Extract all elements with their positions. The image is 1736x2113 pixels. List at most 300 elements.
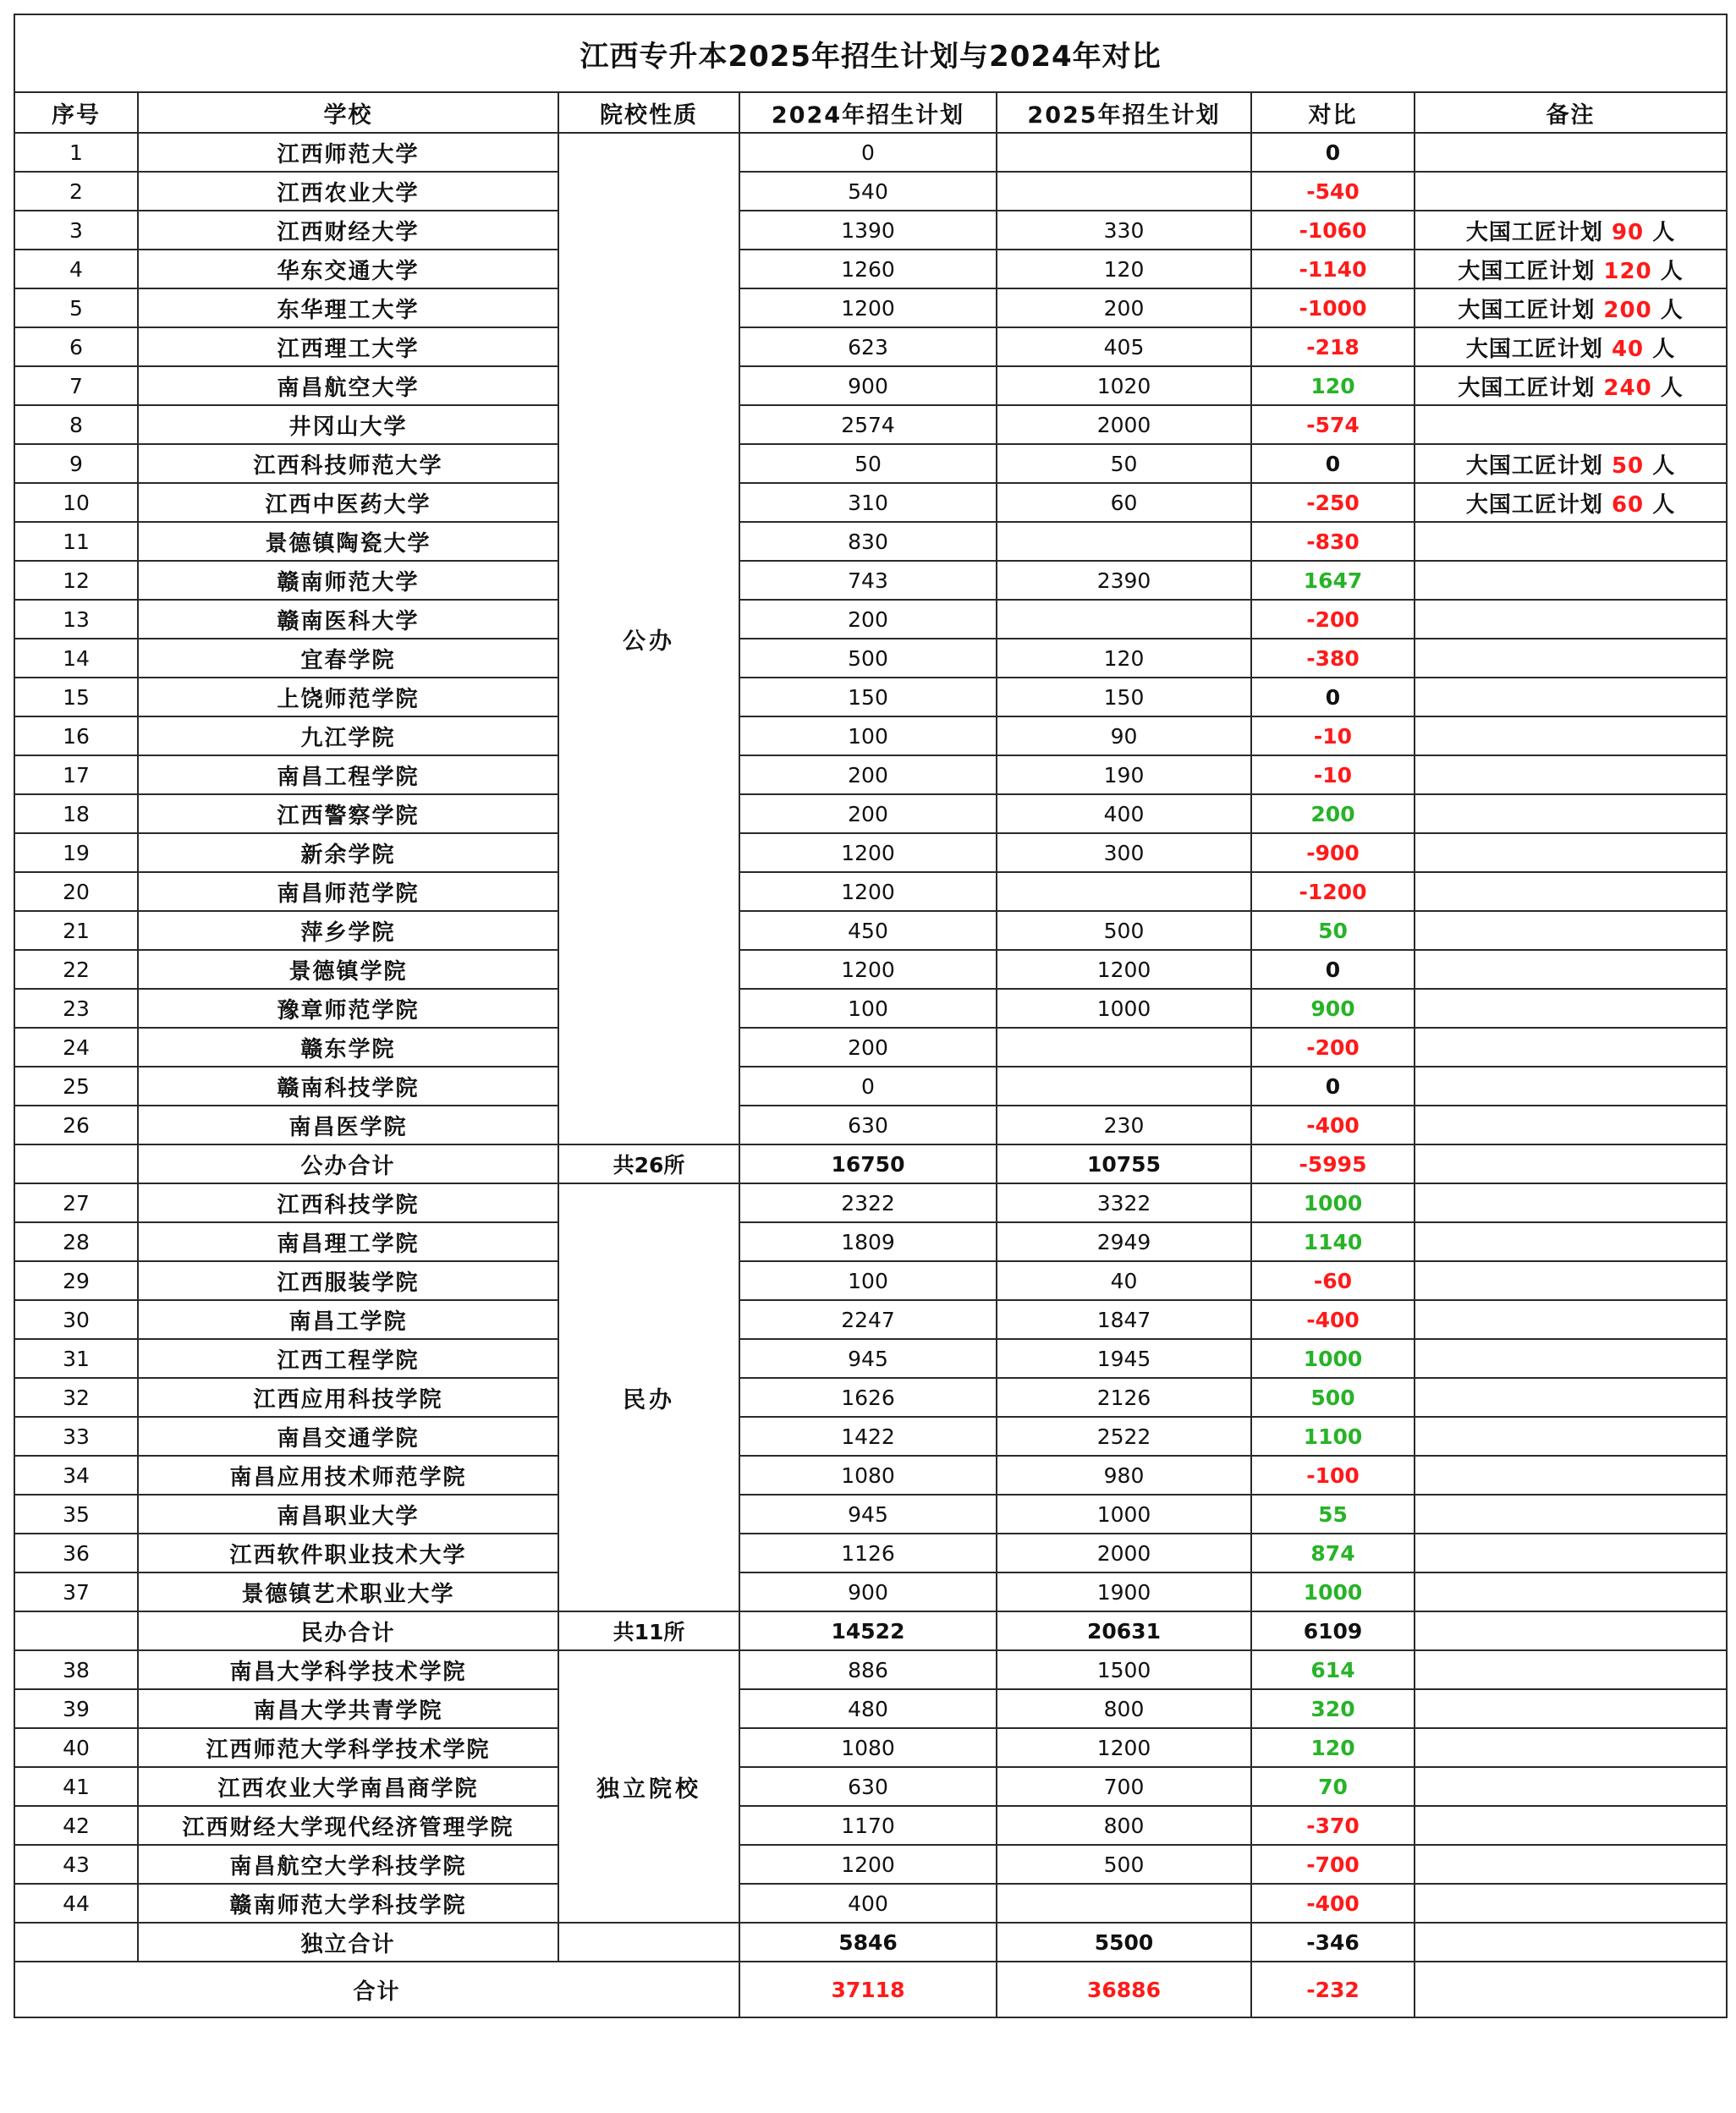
diff-cell: -10 (1251, 716, 1415, 755)
plan-2025-cell: 40 (997, 1261, 1251, 1300)
remark-count: 40 (1611, 336, 1645, 362)
plan-2024-cell: 945 (739, 1495, 997, 1534)
remark-cell (1415, 678, 1727, 716)
table-row (14, 1534, 1727, 1572)
row-number-cell: 10 (14, 483, 138, 522)
school-name-cell: 江西财经大学 (138, 211, 558, 250)
table-row (14, 1378, 1727, 1417)
plan-2025-cell: 230 (997, 1106, 1251, 1144)
school-name-cell: 景德镇陶瓷大学 (138, 522, 558, 561)
plan-2024-cell: 2322 (739, 1183, 997, 1222)
diff-cell: 1140 (1251, 1222, 1415, 1261)
table-row (14, 794, 1727, 833)
school-name-cell: 南昌工程学院 (138, 755, 558, 794)
plan-2025-cell: 2949 (997, 1222, 1251, 1261)
subtotal-remark-cell (1415, 1144, 1727, 1183)
plan-2024-cell: 743 (739, 561, 997, 600)
diff-cell: 1647 (1251, 561, 1415, 600)
grand-total-row (14, 1962, 1727, 2017)
table-row (14, 755, 1727, 794)
column-header: 院校性质 (558, 92, 739, 133)
remark-count: 60 (1611, 491, 1645, 518)
table-row (14, 833, 1727, 872)
remark-cell (1415, 1456, 1727, 1495)
diff-cell: 0 (1251, 678, 1415, 716)
row-number-cell: 19 (14, 833, 138, 872)
remark-prefix: 大国工匠计划 (1465, 336, 1603, 362)
remark-prefix: 大国工匠计划 (1465, 491, 1603, 518)
school-name-cell: 南昌师范学院 (138, 872, 558, 911)
diff-cell: 120 (1251, 1728, 1415, 1767)
diff-cell: -60 (1251, 1261, 1415, 1300)
diff-cell: -1200 (1251, 872, 1415, 911)
table-row (14, 716, 1727, 755)
row-number-cell: 43 (14, 1845, 138, 1884)
plan-2025-cell: 2000 (997, 1534, 1251, 1572)
diff-cell: 900 (1251, 989, 1415, 1028)
plan-2024-cell: 1390 (739, 211, 997, 250)
table-row (14, 1728, 1727, 1767)
diff-cell: -250 (1251, 483, 1415, 522)
plan-2025-cell: 3322 (997, 1183, 1251, 1222)
table-row (14, 405, 1727, 444)
remark-cell (1415, 444, 1727, 483)
plan-2025-cell: 60 (997, 483, 1251, 522)
table-row (14, 561, 1727, 600)
row-number-cell: 2 (14, 172, 138, 211)
remark-cell (1415, 1028, 1727, 1067)
remark-count: 50 (1611, 453, 1645, 479)
plan-2025-cell: 1200 (997, 950, 1251, 989)
remark-cell (1415, 600, 1727, 639)
plan-2025-cell (997, 1028, 1251, 1067)
school-name-cell: 豫章师范学院 (138, 989, 558, 1028)
plan-2024-cell: 630 (739, 1767, 997, 1806)
remark-cell (1415, 1261, 1727, 1300)
table-body (14, 133, 1727, 2017)
remark-cell (1415, 288, 1727, 327)
row-number-cell: 36 (14, 1534, 138, 1572)
school-name-cell: 赣南医科大学 (138, 600, 558, 639)
grand-total-2024-cell: 37118 (739, 1962, 997, 2017)
plan-2024-cell: 1260 (739, 250, 997, 288)
school-name-cell: 江西农业大学南昌商学院 (138, 1767, 558, 1806)
row-number-cell: 7 (14, 366, 138, 405)
plan-2025-cell: 1945 (997, 1339, 1251, 1378)
remark-cell (1415, 755, 1727, 794)
school-name-cell: 景德镇艺术职业大学 (138, 1572, 558, 1611)
school-name-cell: 江西科技师范大学 (138, 444, 558, 483)
table-row (14, 1339, 1727, 1378)
plan-2025-cell: 190 (997, 755, 1251, 794)
remark-suffix: 人 (1660, 297, 1684, 323)
school-name-cell: 景德镇学院 (138, 950, 558, 989)
table-row (14, 366, 1727, 405)
column-header: 学校 (138, 92, 558, 133)
plan-2024-cell: 1200 (739, 833, 997, 872)
diff-cell: -400 (1251, 1300, 1415, 1339)
remark-cell (1415, 1845, 1727, 1884)
subtotal-2025-cell: 20631 (997, 1611, 1251, 1650)
table-row (14, 1417, 1727, 1456)
plan-2024-cell: 310 (739, 483, 997, 522)
row-number-cell: 32 (14, 1378, 138, 1417)
school-name-cell: 南昌大学共青学院 (138, 1689, 558, 1728)
plan-2025-cell: 2522 (997, 1417, 1251, 1456)
plan-2024-cell: 200 (739, 755, 997, 794)
remark-prefix: 大国工匠计划 (1458, 258, 1596, 284)
remark-prefix: 大国工匠计划 (1458, 375, 1596, 401)
plan-2025-cell: 500 (997, 1845, 1251, 1884)
school-name-cell: 东华理工大学 (138, 288, 558, 327)
remark-prefix: 大国工匠计划 (1465, 453, 1603, 479)
plan-2025-cell: 120 (997, 639, 1251, 678)
diff-cell: 50 (1251, 911, 1415, 950)
plan-2025-cell (997, 1884, 1251, 1923)
diff-cell: -574 (1251, 405, 1415, 444)
diff-cell: 320 (1251, 1689, 1415, 1728)
row-number-cell: 6 (14, 327, 138, 366)
plan-2025-cell: 2126 (997, 1378, 1251, 1417)
plan-2025-cell: 1200 (997, 1728, 1251, 1767)
school-name-cell: 江西应用科技学院 (138, 1378, 558, 1417)
school-name-cell: 赣南师范大学 (138, 561, 558, 600)
remark-cell (1415, 522, 1727, 561)
row-number-cell: 13 (14, 600, 138, 639)
plan-2025-cell: 1000 (997, 1495, 1251, 1534)
row-number-cell: 20 (14, 872, 138, 911)
table-row (14, 172, 1727, 211)
plan-2025-cell (997, 133, 1251, 172)
diff-cell: 70 (1251, 1767, 1415, 1806)
remark-suffix: 人 (1652, 491, 1676, 518)
diff-cell: 0 (1251, 133, 1415, 172)
plan-2024-cell: 200 (739, 794, 997, 833)
plan-2024-cell: 1626 (739, 1378, 997, 1417)
plan-2025-cell: 1000 (997, 989, 1251, 1028)
subtotal-row (14, 1611, 1727, 1650)
table-row (14, 1067, 1727, 1106)
plan-2024-cell: 100 (739, 716, 997, 755)
school-name-cell: 新余学院 (138, 833, 558, 872)
diff-cell: 1000 (1251, 1183, 1415, 1222)
plan-2025-cell: 120 (997, 250, 1251, 288)
subtotal-2025-cell: 10755 (997, 1144, 1251, 1183)
column-header: 2025年招生计划 (997, 92, 1251, 133)
row-number-cell: 24 (14, 1028, 138, 1067)
grand-total-diff-cell: -232 (1251, 1962, 1415, 2017)
diff-cell: -700 (1251, 1845, 1415, 1884)
school-name-cell: 江西农业大学 (138, 172, 558, 211)
school-name-cell: 江西科技学院 (138, 1183, 558, 1222)
school-name-cell: 上饶师范学院 (138, 678, 558, 716)
plan-2024-cell: 900 (739, 366, 997, 405)
plan-2024-cell: 1200 (739, 950, 997, 989)
school-name-cell: 南昌航空大学 (138, 366, 558, 405)
remark-cell (1415, 794, 1727, 833)
plan-2025-cell: 700 (997, 1767, 1251, 1806)
column-header: 对比 (1251, 92, 1415, 133)
school-name-cell: 江西服装学院 (138, 1261, 558, 1300)
plan-2024-cell: 886 (739, 1650, 997, 1689)
remark-cell (1415, 911, 1727, 950)
row-number-cell: 3 (14, 211, 138, 250)
school-name-cell: 江西警察学院 (138, 794, 558, 833)
table-row (14, 444, 1727, 483)
plan-2025-cell: 150 (997, 678, 1251, 716)
remark-cell (1415, 1300, 1727, 1339)
remark-cell (1415, 483, 1727, 522)
plan-2025-cell: 800 (997, 1806, 1251, 1845)
remark-suffix: 人 (1652, 336, 1676, 362)
plan-2024-cell: 0 (739, 1067, 997, 1106)
plan-2024-cell: 200 (739, 600, 997, 639)
remark-cell (1415, 989, 1727, 1028)
plan-2025-cell: 50 (997, 444, 1251, 483)
school-name-cell: 江西软件职业技术大学 (138, 1534, 558, 1572)
table-title: 江西专升本2025年招生计划与2024年对比 (14, 14, 1727, 92)
table-row (14, 1456, 1727, 1495)
grand-total-2025-cell: 36886 (997, 1962, 1251, 2017)
remark-cell (1415, 1767, 1727, 1806)
plan-2025-cell (997, 872, 1251, 911)
table-row (14, 1767, 1727, 1806)
remark-suffix: 人 (1660, 258, 1684, 284)
subtotal-label-cell: 公办合计 (138, 1144, 558, 1183)
table-row (14, 639, 1727, 678)
remark-cell (1415, 1650, 1727, 1689)
row-number-cell: 34 (14, 1456, 138, 1495)
plan-2025-cell (997, 600, 1251, 639)
row-number-cell: 22 (14, 950, 138, 989)
diff-cell: 55 (1251, 1495, 1415, 1534)
column-header: 2024年招生计划 (739, 92, 997, 133)
plan-2024-cell: 200 (739, 1028, 997, 1067)
diff-cell: -830 (1251, 522, 1415, 561)
remark-cell (1415, 1806, 1727, 1845)
plan-2024-cell: 1809 (739, 1222, 997, 1261)
school-name-cell: 南昌大学科学技术学院 (138, 1650, 558, 1689)
school-name-cell: 南昌医学院 (138, 1106, 558, 1144)
table-row (14, 483, 1727, 522)
row-number-cell: 29 (14, 1261, 138, 1300)
remark-prefix: 大国工匠计划 (1465, 219, 1603, 245)
remark-cell (1415, 1572, 1727, 1611)
plan-2024-cell: 623 (739, 327, 997, 366)
diff-cell: -1060 (1251, 211, 1415, 250)
row-number-cell: 37 (14, 1572, 138, 1611)
plan-2024-cell: 1126 (739, 1534, 997, 1572)
school-name-cell: 江西工程学院 (138, 1339, 558, 1378)
row-number-cell: 38 (14, 1650, 138, 1689)
row-number-cell: 25 (14, 1067, 138, 1106)
school-nature-cell: 民办 (558, 1183, 739, 1611)
remark-cell (1415, 1417, 1727, 1456)
diff-cell: -1000 (1251, 288, 1415, 327)
column-header-row (14, 92, 1727, 133)
remark-count: 120 (1603, 258, 1652, 284)
school-name-cell: 南昌职业大学 (138, 1495, 558, 1534)
plan-2025-cell: 1847 (997, 1300, 1251, 1339)
diff-cell: -200 (1251, 600, 1415, 639)
diff-cell: 1100 (1251, 1417, 1415, 1456)
plan-2024-cell: 1200 (739, 1845, 997, 1884)
row-number-cell: 30 (14, 1300, 138, 1339)
plan-2024-cell: 945 (739, 1339, 997, 1378)
plan-2025-cell (997, 522, 1251, 561)
subtotal-number-cell (14, 1923, 138, 1962)
plan-2025-cell: 1020 (997, 366, 1251, 405)
table-row (14, 1495, 1727, 1534)
plan-2025-cell: 300 (997, 833, 1251, 872)
row-number-cell: 1 (14, 133, 138, 172)
table-row (14, 327, 1727, 366)
row-number-cell: 39 (14, 1689, 138, 1728)
table-row (14, 133, 1727, 172)
remark-cell (1415, 1495, 1727, 1534)
row-number-cell: 27 (14, 1183, 138, 1222)
remark-count: 240 (1603, 375, 1652, 401)
table-row (14, 678, 1727, 716)
row-number-cell: 17 (14, 755, 138, 794)
subtotal-count-cell: 共11所 (558, 1611, 739, 1650)
subtotal-row (14, 1144, 1727, 1183)
diff-cell: -218 (1251, 327, 1415, 366)
diff-cell: -1140 (1251, 250, 1415, 288)
plan-2025-cell (997, 172, 1251, 211)
row-number-cell: 35 (14, 1495, 138, 1534)
diff-cell: -200 (1251, 1028, 1415, 1067)
table-row (14, 1689, 1727, 1728)
remark-cell (1415, 405, 1727, 444)
table-row (14, 1884, 1727, 1923)
remark-cell (1415, 950, 1727, 989)
subtotal-count-cell: 共26所 (558, 1144, 739, 1183)
subtotal-diff-cell: 6109 (1251, 1611, 1415, 1650)
plan-2024-cell: 450 (739, 911, 997, 950)
plan-2024-cell: 1422 (739, 1417, 997, 1456)
table-row (14, 911, 1727, 950)
table-row (14, 1028, 1727, 1067)
plan-2025-cell: 400 (997, 794, 1251, 833)
subtotal-label-cell: 民办合计 (138, 1611, 558, 1650)
remark-cell (1415, 1728, 1727, 1767)
row-number-cell: 23 (14, 989, 138, 1028)
plan-2024-cell: 830 (739, 522, 997, 561)
enrollment-comparison-table (14, 14, 1728, 2018)
row-number-cell: 9 (14, 444, 138, 483)
diff-cell: -10 (1251, 755, 1415, 794)
school-nature-cell: 公办 (558, 133, 739, 1144)
table-row (14, 1222, 1727, 1261)
remark-suffix: 人 (1652, 453, 1676, 479)
subtotal-2024-cell: 16750 (739, 1144, 997, 1183)
table-row (14, 872, 1727, 911)
table-row (14, 600, 1727, 639)
school-name-cell: 赣东学院 (138, 1028, 558, 1067)
school-name-cell: 南昌交通学院 (138, 1417, 558, 1456)
diff-cell: -540 (1251, 172, 1415, 211)
school-name-cell: 九江学院 (138, 716, 558, 755)
row-number-cell: 44 (14, 1884, 138, 1923)
enrollment-comparison-table-frame (14, 14, 1726, 2018)
plan-2024-cell: 400 (739, 1884, 997, 1923)
table-row (14, 1183, 1727, 1222)
school-name-cell: 江西财经大学现代经济管理学院 (138, 1806, 558, 1845)
row-number-cell: 5 (14, 288, 138, 327)
diff-cell: 1000 (1251, 1339, 1415, 1378)
table-row (14, 1650, 1727, 1689)
table-row (14, 1106, 1727, 1144)
diff-cell: -100 (1251, 1456, 1415, 1495)
remark-cell (1415, 639, 1727, 678)
subtotal-diff-cell: -5995 (1251, 1144, 1415, 1183)
diff-cell: 874 (1251, 1534, 1415, 1572)
row-number-cell: 28 (14, 1222, 138, 1261)
grand-total-label-cell: 合计 (14, 1962, 739, 2017)
row-number-cell: 12 (14, 561, 138, 600)
school-name-cell: 宜春学院 (138, 639, 558, 678)
school-name-cell: 萍乡学院 (138, 911, 558, 950)
plan-2024-cell: 1170 (739, 1806, 997, 1845)
remark-cell (1415, 366, 1727, 405)
remark-cell (1415, 716, 1727, 755)
grand-total-remark-cell (1415, 1962, 1727, 2017)
row-number-cell: 26 (14, 1106, 138, 1144)
diff-cell: 0 (1251, 444, 1415, 483)
remark-cell (1415, 1106, 1727, 1144)
row-number-cell: 8 (14, 405, 138, 444)
remark-cell (1415, 1183, 1727, 1222)
remark-prefix: 大国工匠计划 (1458, 297, 1596, 323)
subtotal-remark-cell (1415, 1611, 1727, 1650)
subtotal-row (14, 1923, 1727, 1962)
plan-2024-cell: 0 (739, 133, 997, 172)
subtotal-remark-cell (1415, 1923, 1727, 1962)
diff-cell: 200 (1251, 794, 1415, 833)
school-name-cell: 南昌理工学院 (138, 1222, 558, 1261)
subtotal-diff-cell: -346 (1251, 1923, 1415, 1962)
diff-cell: -370 (1251, 1806, 1415, 1845)
remark-cell (1415, 1689, 1727, 1728)
row-number-cell: 33 (14, 1417, 138, 1456)
remark-suffix: 人 (1652, 219, 1676, 245)
subtotal-count-cell (558, 1923, 739, 1962)
row-number-cell: 14 (14, 639, 138, 678)
table-row (14, 1845, 1727, 1884)
subtotal-label-cell: 独立合计 (138, 1923, 558, 1962)
table-row (14, 288, 1727, 327)
remark-cell (1415, 1222, 1727, 1261)
table-row (14, 1300, 1727, 1339)
subtotal-2025-cell: 5500 (997, 1923, 1251, 1962)
row-number-cell: 15 (14, 678, 138, 716)
diff-cell: -400 (1251, 1106, 1415, 1144)
plan-2024-cell: 1080 (739, 1728, 997, 1767)
plan-2024-cell: 100 (739, 989, 997, 1028)
plan-2024-cell: 50 (739, 444, 997, 483)
school-name-cell: 江西中医药大学 (138, 483, 558, 522)
remark-count: 200 (1603, 297, 1652, 323)
plan-2025-cell: 200 (997, 288, 1251, 327)
table-row (14, 211, 1727, 250)
plan-2025-cell: 405 (997, 327, 1251, 366)
row-number-cell: 4 (14, 250, 138, 288)
remark-cell (1415, 1339, 1727, 1378)
remark-cell (1415, 1884, 1727, 1923)
plan-2025-cell (997, 1067, 1251, 1106)
remark-count: 90 (1611, 219, 1645, 245)
